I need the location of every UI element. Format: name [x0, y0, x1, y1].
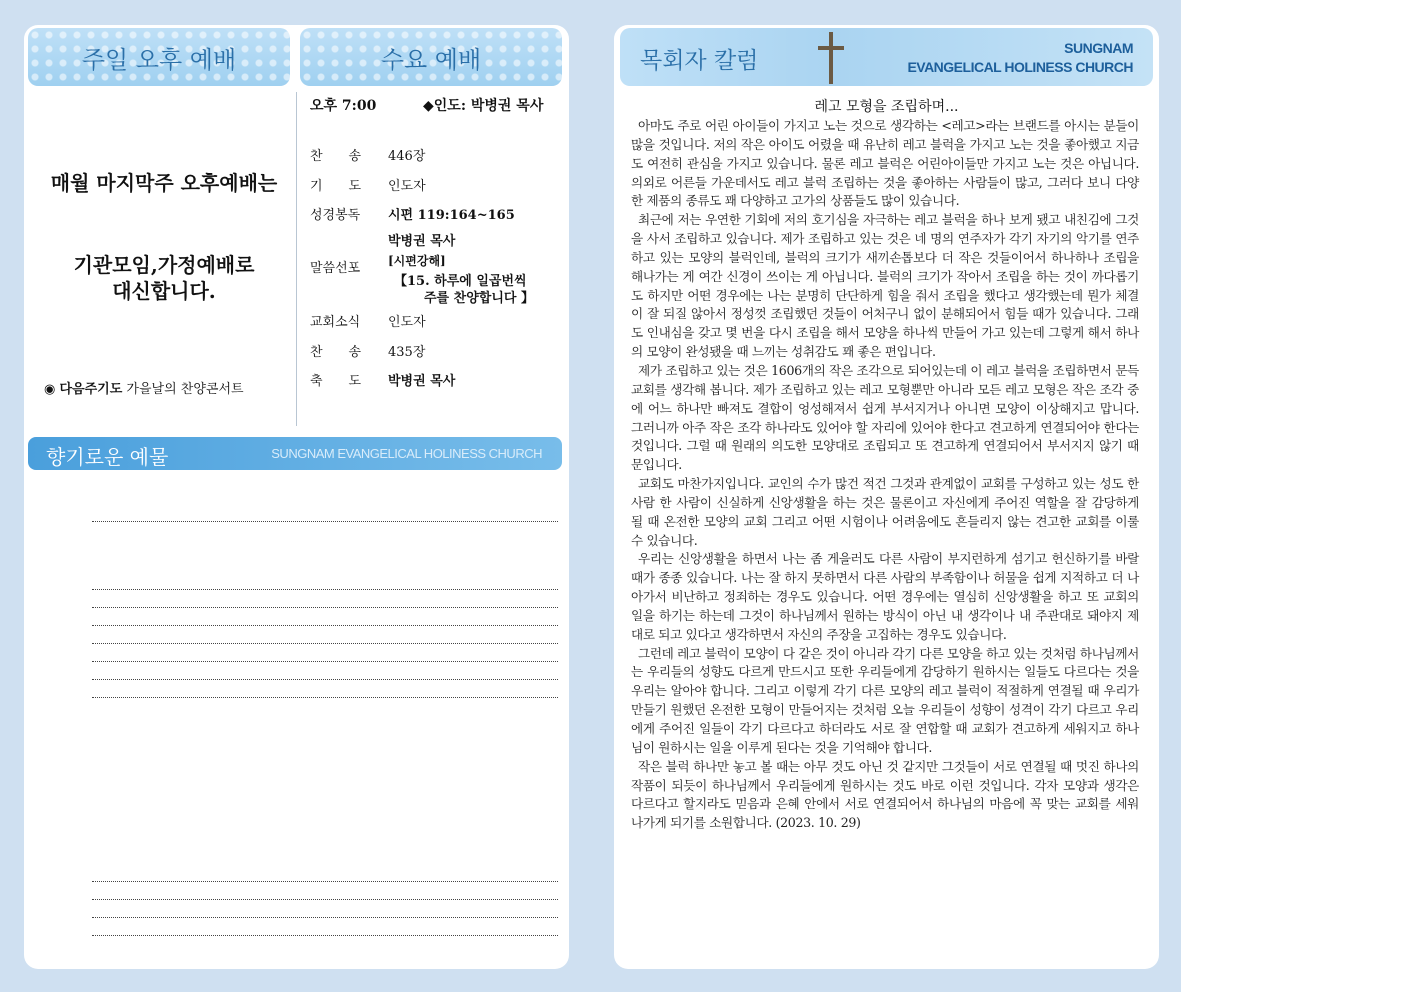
offering-line	[92, 643, 558, 644]
next-week-prayer	[44, 378, 244, 397]
article-paragraph: 제가 조립하고 있는 것은 1606개의 작은 조각으로 되어있는데 이 레고 블럭을 조립하면서 문득 교회를 생각해 봅니다. 제가 조립하고 있는 레고 모형뿐만 아니라 모든 레고 모형은 작은 조각 중에 어느 하나만 빠져도 결합이 엉성해져서 쉽게 부서지거나 아니면 모양이 이상해지고 맙니다. 그러니까 아주 작은 조각 하나라도 있어야 할 자리에 있어야 한다고 견고하게 연결되어야 한다는 것입니다. 그럴 때 원래의 의도한 모양대로 조립되고 또 견고하게 연결되어서 부서지지 않기 때문입니다.	[631, 362, 1139, 473]
order-value: 446장	[388, 149, 426, 164]
article-paragraph: 아마도 주로 어린 아이들이 가지고 노는 것으로 생각하는 <레고>라는 브랜드를 아시는 분들이 많을 것입니다. 저의 작은 아이도 어렸을 때 유난히 레고 블럭을 가지고 노는 것을 좋아했고 지금도 여전히 관심을 가지고 있습니다. 물론 레고 블럭은 어린아이들만 가지고 노는 것은 아닙니다. 의외로 어른들 가운데서도 레고 블럭 조립하는 것을 좋아하는 사람들이 많고, 그러다 보니 다양한 제품의 종류도 꽤 다양하고 고가의 상품들도 많이 있습니다.	[631, 118, 1139, 209]
order-label: 찬 송	[310, 345, 362, 360]
sermon-title-line2: 주를 찬양합니다 】	[424, 291, 534, 306]
bullet-icon: ◉	[44, 382, 56, 397]
wednesday-service-title: 수요 예배	[380, 45, 482, 74]
offering-line	[92, 917, 558, 918]
sermon-title-line1: 【15. 하루에 일곱번씩	[394, 274, 527, 289]
wednesday-time: 오후 7:00	[310, 98, 377, 114]
order-value: 박병권 목사	[388, 234, 456, 249]
offering-church-name: SUNGNAM EVANGELICAL HOLINESS CHURCH	[271, 446, 542, 461]
offering-banner	[28, 437, 562, 470]
church-name-line1: SUNGNAM	[1064, 40, 1133, 56]
offering-line	[92, 607, 558, 608]
article-paragraph: 교회도 마찬가지입니다. 교인의 수가 많건 적건 그것과 관계없이 교회를 구성하고 있는 성도 한 사람 한 사람이 신실하게 신앙생활을 하는 것은 물론이고 자신에게 주어진 역할을 잘 감당하게 될 때 온전한 모양의 교회 그리고 어떤 시험이나 어려움에도 흔들리지 않는 견고한 교회를 이룰 수 있습니다.	[631, 476, 1139, 548]
order-value: 435장	[388, 345, 426, 360]
order-value: 시편 119:164~165	[388, 208, 515, 223]
article-paragraph: 우리는 신앙생활을 하면서 나는 좀 게을러도 다른 사람이 부지런하게 섬기고 헌신하기를 바랄 때가 종종 있습니다. 나는 잘 하지 못하면서 다른 사람의 부족함이나 허물을 쉽게 지적하고 더 나아가서 비난하고 정죄하는 경우도 있습니다. 어떤 경우에는 열심히 신앙생활을 하고 또 교회의 일을 하기는 하는데 그것이 하나님께서 원하는 방식이 아닌 내 생각이나 내 주관대로 돼야지 제대로 되고 있다고 생각하면서 자신의 주장을 고집하는 경우도 있습니다.	[631, 551, 1139, 642]
next-week-value: 가을날의 찬양콘서트	[126, 382, 244, 397]
offering-line	[92, 521, 558, 522]
offering-line	[92, 625, 558, 626]
sunday-afternoon-title: 주일 오후 예배	[81, 45, 237, 74]
order-label: 성경봉독	[310, 208, 361, 223]
offering-line	[92, 589, 558, 590]
offering-title: 향기로운 예물	[46, 445, 169, 469]
pastor-column-title: 목회자 칼럼	[640, 48, 759, 74]
order-label: 교회소식	[310, 315, 361, 330]
order-value: [시편강해]	[388, 254, 446, 268]
column-divider	[296, 92, 297, 426]
order-value: 인도자	[388, 179, 426, 194]
offering-line	[92, 881, 558, 882]
offering-line	[92, 935, 558, 936]
church-name-line2: EVANGELICAL HOLINESS CHURCH	[907, 59, 1133, 75]
order-label: 찬 송	[310, 149, 362, 164]
next-week-label: 다음주기도	[59, 382, 123, 397]
offering-line	[92, 697, 558, 698]
offering-line	[92, 661, 558, 662]
sunday-notice-line2a: 기관모임,가정예배로	[73, 253, 255, 277]
sunday-afternoon-banner	[28, 28, 290, 86]
order-value: 인도자	[388, 315, 426, 330]
order-value: 박병권 목사	[388, 374, 456, 389]
article-title: 레고 모형을 조립하며...	[814, 99, 959, 115]
article-paragraph: 최근에 저는 우연한 기회에 저의 호기심을 자극하는 레고 블럭을 하나 보게 됐고 내친김에 그것을 사서 조립하고 있습니다. 제가 조립하고 있는 것은 네 명의 연주자가 각기 자기의 악기를 연주 하고 있는 모양의 블럭인데, 블럭의 크기가 새끼손톱보다 더 작은 것들이어서 하나하나 조립을 해나가는 게 여간 신경이 쓰이는 게 아닙니다. 블럭의 크기가 작아서 조립을 하는 것이 까다롭기도 하지만 어떤 경우에는 나는 분명히 단단하게 힘을 줘서 조립을 했다고 생각했는데 뭔가 체결이 잘 되질 않아서 정성껏 조립했던 것들이 어처구니 없이 분해되어서 힘들 때가 있습니다. 그래도 인내심을 갖고 몇 번을 다시 조립을 해서 모양을 하나씩 만들어 가고 있는데 그렇게 해서 하나의 모양이 완성됐을 때 느끼는 성취감도 꽤 좋은 편입니다.	[631, 212, 1139, 360]
sunday-notice-line1: 매월 마지막주 오후예배는	[50, 171, 278, 195]
article-body	[631, 117, 1139, 833]
sunday-notice-line2b: 대신합니다.	[112, 279, 216, 303]
sunday-notice-line2	[36, 252, 292, 304]
offering-line	[92, 679, 558, 680]
cross-icon	[818, 32, 844, 84]
article-paragraph: 그런데 레고 블럭이 모양이 다 같은 것이 아니라 각기 다른 모양을 하고 있는 것처럼 하나님께서는 우리들의 성향도 다르게 만드시고 또한 우리들에게 감당하기 원하시는 일들도 다르다는 것을 우리는 알아야 합니다. 그리고 이렇게 각기 다른 모양의 레고 블럭이 적절하게 연결될 때 우리가 만들기 원했던 온전한 모형이 만들어지는 것처럼 오늘 우리들이 성향이 성격이 각기 다르고 우리에게 주어진 일들이 각기 다르다고 하더라도 서로 잘 연합할 때 교회가 견고하게 세워지고 하나님이 원하시는 일을 이루게 된다는 것을 기억해야 합니다.	[631, 645, 1139, 755]
pastor-column-banner	[620, 28, 1153, 86]
order-label: 말씀선포	[310, 261, 361, 276]
order-label: 축 도	[310, 374, 362, 389]
order-label: 기 도	[310, 179, 362, 194]
wednesday-service-banner	[300, 28, 562, 86]
wednesday-leader: ◆인도: 박병권 목사	[423, 98, 544, 114]
offering-line	[92, 899, 558, 900]
article-paragraph: 작은 블럭 하나만 놓고 볼 때는 아무 것도 아닌 것 같지만 그것들이 서로 연결될 때 멋진 하나의 작품이 되듯이 하나님께서 우리들에게 원하시는 것도 바로 이런 것입니다. 각자 모양과 생각은 다르다고 할지라도 믿음과 은혜 안에서 서로 연결되어서 하나님의 마음에 꼭 맞는 교회를 세워 나가게 되기를 소원합니다. (2023. 10. 29)	[631, 758, 1139, 831]
